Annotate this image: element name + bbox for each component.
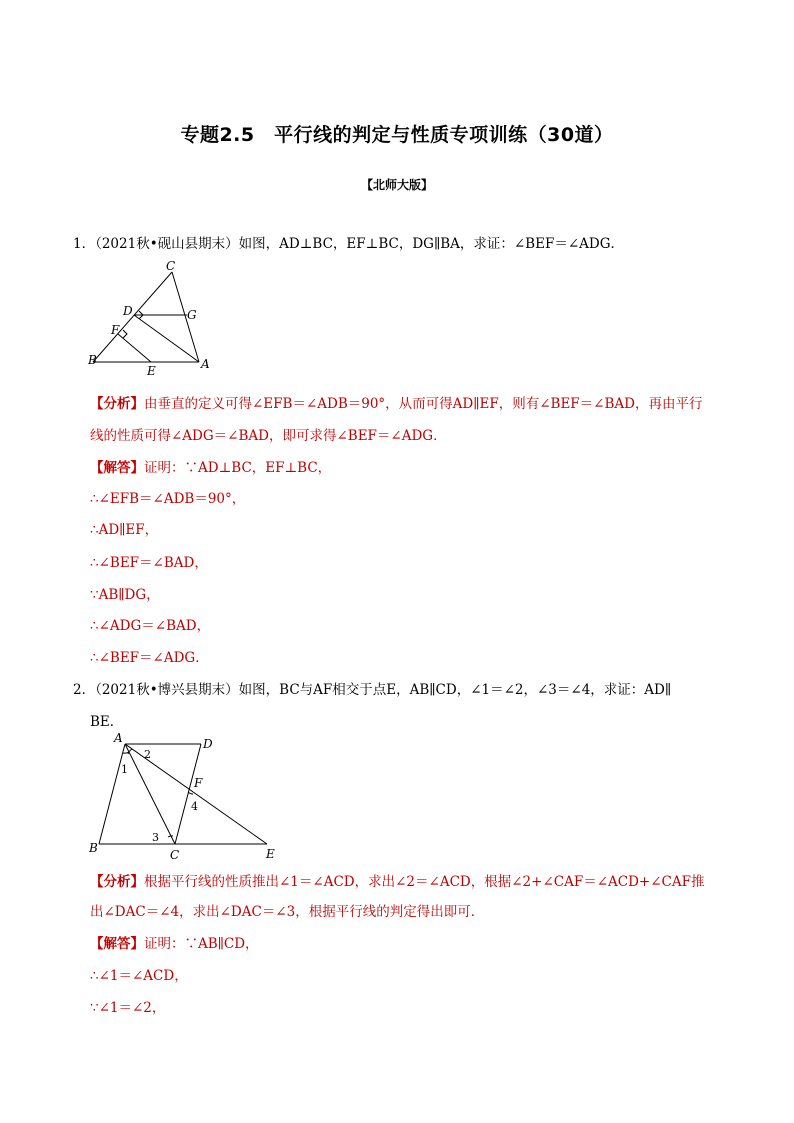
label-angle-3: 3 xyxy=(152,831,159,844)
line-FE xyxy=(118,334,151,362)
q1-step-4: ∴∠BEF＝∠BAD， xyxy=(90,555,208,571)
label-angle-2: 2 xyxy=(144,748,151,761)
label-E: E xyxy=(147,364,156,378)
label-B: B xyxy=(88,353,97,367)
label-D: D xyxy=(123,304,133,318)
label-B: B xyxy=(89,841,98,855)
q2-question-line-2: BE． xyxy=(90,714,124,730)
label-C: C xyxy=(170,848,180,862)
label-G: G xyxy=(187,308,197,322)
q1-step-2: ∴∠EFB＝∠ADB＝90°， xyxy=(90,491,246,507)
q1-solution-line xyxy=(90,456,331,476)
label-C: C xyxy=(166,259,176,273)
q1-question: 1．（2021秋•砚山县期末）如图，AD⊥BC，EF⊥BC，DG∥BA，求证：∠BEF＝∠ADG． xyxy=(73,236,624,252)
q2-solution-intro: 证明： xyxy=(144,936,185,952)
label-F: F xyxy=(194,776,203,790)
label-A: A xyxy=(114,731,123,745)
q1-analysis-line-2: 线的性质可得∠ADG＝∠BAD，即可求得∠BEF＝∠ADG． xyxy=(90,428,447,444)
q1-step-6: ∴∠ADG＝∠BAD， xyxy=(90,618,211,634)
page-subtitle: 【北师大版】 xyxy=(360,178,433,192)
q2-analysis-line-1 xyxy=(90,870,704,890)
q1-solution-intro: 证明： xyxy=(144,460,185,476)
q2-question-line-1: 2．（2021秋•博兴县期末）如图，BC与AF相交于点E，AB∥CD，∠1＝∠2，∠3＝∠4，求证：AD∥ xyxy=(73,682,672,698)
label-A: A xyxy=(201,357,210,371)
solution-tag: 【解答】 xyxy=(90,460,144,476)
solution-tag: 【解答】 xyxy=(90,936,144,952)
label-angle-4: 4 xyxy=(191,800,198,813)
q1-figure xyxy=(85,258,225,378)
q1-analysis-text-1: 由垂直的定义可得∠EFB＝∠ADB＝90°，从而可得AD∥EF，则有∠BEF＝∠BAD，再由平行 xyxy=(144,396,703,412)
q1-step-3: ∴AD∥EF， xyxy=(90,522,159,538)
label-angle-1: 1 xyxy=(121,763,128,776)
q1-step-5: ∵AB∥DG， xyxy=(90,587,160,603)
line-DC xyxy=(175,744,201,844)
q2-step-3: ∵∠1＝∠2， xyxy=(90,1000,166,1016)
label-F: F xyxy=(111,323,120,337)
angle-arc-1 xyxy=(123,752,129,753)
page-title: 专题2.5 平行线的判定与性质专项训练（30道） xyxy=(180,124,614,146)
line-DA xyxy=(134,315,199,362)
q2-analysis-line-2: 出∠DAC＝∠4，求出∠DAC＝∠3，根据平行线的判定得出即可． xyxy=(90,904,485,920)
q2-step-2: ∴∠1＝∠ACD， xyxy=(90,968,188,984)
q1-step-1: ∵AD⊥BC，EF⊥BC， xyxy=(184,460,332,476)
analysis-tag: 【分析】 xyxy=(90,874,144,890)
angle-arc-3 xyxy=(168,836,173,837)
q2-solution-line xyxy=(90,932,259,952)
label-D: D xyxy=(203,737,213,751)
label-E: E xyxy=(266,847,275,861)
q2-step-1: ∵AB∥CD， xyxy=(184,936,259,952)
analysis-tag: 【分析】 xyxy=(90,396,144,412)
q2-figure xyxy=(85,728,285,864)
q2-analysis-text-1: 根据平行线的性质推出∠1＝∠ACD，求出∠2＝∠ACD，根据∠2+∠CAF＝∠ACD+∠CAF推 xyxy=(144,874,705,890)
q1-step-7: ∴∠BEF＝∠ADG． xyxy=(90,650,209,666)
q1-analysis-line-1 xyxy=(90,392,702,412)
angle-arc-4 xyxy=(188,792,193,794)
line-AB xyxy=(99,744,125,844)
right-angle-mark-F xyxy=(123,330,127,338)
